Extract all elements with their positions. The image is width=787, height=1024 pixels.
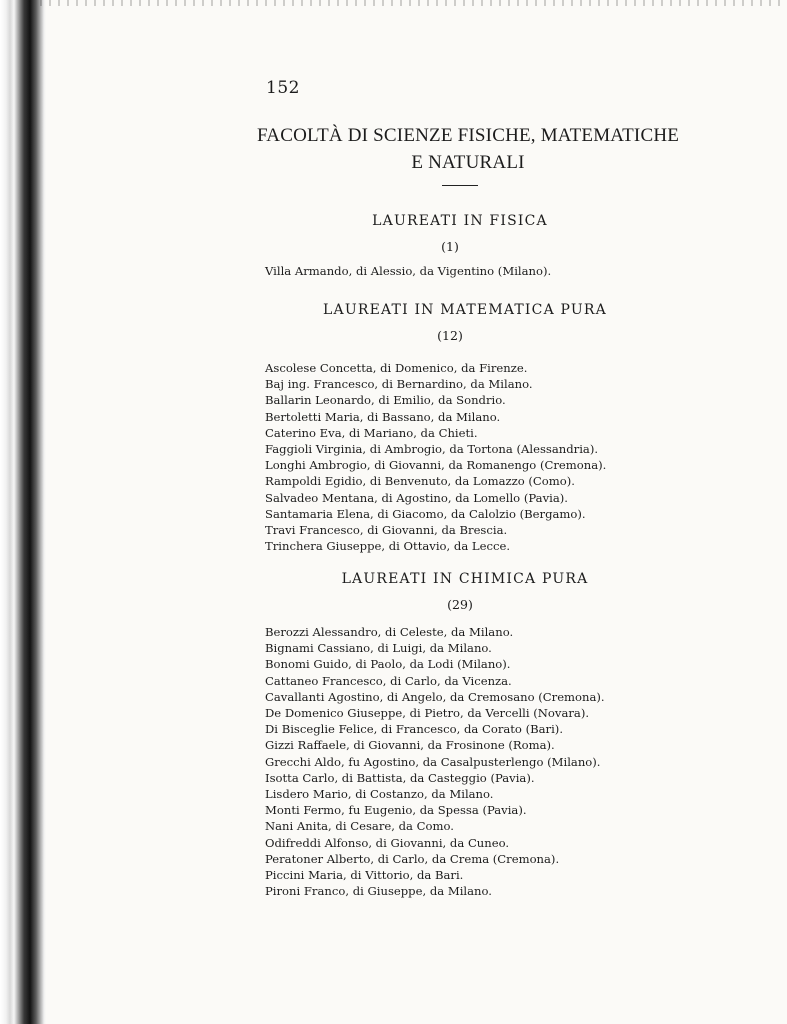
list-item: Peratoner Alberto, di Carlo, da Crema (Cremona). — [265, 851, 560, 866]
list-item: Caterino Eva, di Mariano, da Chieti. — [265, 425, 478, 440]
list-item: De Domenico Giuseppe, di Pietro, da Vercelli (Novara). — [265, 706, 590, 721]
list-item: Bignami Cassiano, di Luigi, da Milano. — [265, 641, 492, 656]
section-heading-fisica: LAUREATI IN FISICA — [372, 213, 548, 229]
list-item: Ballarin Leonardo, di Emilio, da Sondrio. — [265, 393, 506, 408]
list-item: Ascolese Concetta, di Domenico, da Firenze. — [265, 361, 528, 375]
list-item: Isotta Carlo, di Battista, da Casteggio (Pavia). — [265, 770, 535, 785]
list-item: Pironi Franco, di Giuseppe, da Milano. — [265, 884, 492, 899]
faculty-title — [248, 122, 688, 176]
entry-list-chimica — [265, 624, 605, 899]
section-count-matematica: (12) — [437, 328, 463, 343]
entry-list-matematica — [265, 360, 606, 554]
list-item: Lisdero Mario, di Costanzo, da Milano. — [265, 787, 494, 802]
list-item: Baj ing. Francesco, di Bernardino, da Milano. — [265, 377, 533, 392]
list-item: Santamaria Elena, di Giacomo, da Calolzio (Bergamo). — [265, 506, 586, 521]
section-count-fisica: (1) — [441, 239, 459, 254]
list-item: Cattaneo Francesco, di Carlo, da Vicenza. — [265, 673, 512, 688]
list-item: Piccini Maria, di Vittorio, da Bari. — [265, 868, 464, 883]
page-number: 152 — [266, 78, 300, 98]
list-item: Bonomi Guido, di Paolo, da Lodi (Milano). — [265, 657, 511, 672]
list-item: Trinchera Giuseppe, di Ottavio, da Lecce. — [265, 539, 511, 554]
list-item: Travi Francesco, di Giovanni, da Brescia. — [265, 523, 508, 538]
faculty-title-line-1: FACOLTÀ DI SCIENZE FISICHE, MATEMATICHE — [256, 125, 680, 146]
list-item: Odifreddi Alfonso, di Giovanni, da Cuneo. — [265, 835, 510, 850]
list-item: Longhi Ambrogio, di Giovanni, da Romanengo (Cremona). — [265, 458, 607, 473]
list-item: Di Bisceglie Felice, di Francesco, da Corato (Bari). — [265, 722, 564, 737]
list-item: Berozzi Alessandro, di Celeste, da Milano. — [265, 625, 514, 639]
section-count-chimica: (29) — [447, 597, 473, 612]
list-item: Grecchi Aldo, fu Agostino, da Casalpusterlengo (Milano). — [265, 754, 601, 769]
title-divider — [442, 185, 478, 186]
list-item: Faggioli Virginia, di Ambrogio, da Tortona (Alessandria). — [265, 442, 599, 457]
list-item: Monti Fermo, fu Eugenio, da Spessa (Pavia). — [265, 803, 527, 818]
list-item: Rampoldi Egidio, di Benvenuto, da Lomazzo (Como). — [265, 474, 575, 489]
section-heading-chimica: LAUREATI IN CHIMICA PURA — [341, 571, 589, 587]
list-item: Nani Anita, di Cesare, da Como. — [265, 819, 454, 834]
list-item: Cavallanti Agostino, di Angelo, da Cremosano (Cremona). — [265, 689, 605, 704]
page-top-edge — [40, 0, 787, 6]
list-item: Villa Armando, di Alessio, da Vigentino (Milano). — [265, 264, 552, 278]
faculty-title-line-2: E NATURALI — [411, 152, 525, 173]
list-item: Bertoletti Maria, di Bassano, da Milano. — [265, 409, 501, 424]
book-binding-edge — [0, 0, 46, 1024]
section-heading-matematica: LAUREATI IN MATEMATICA PURA — [323, 302, 607, 318]
list-item: Gizzi Raffaele, di Giovanni, da Frosinone (Roma). — [265, 738, 555, 753]
list-item: Salvadeo Mentana, di Agostino, da Lomello (Pavia). — [265, 490, 568, 505]
